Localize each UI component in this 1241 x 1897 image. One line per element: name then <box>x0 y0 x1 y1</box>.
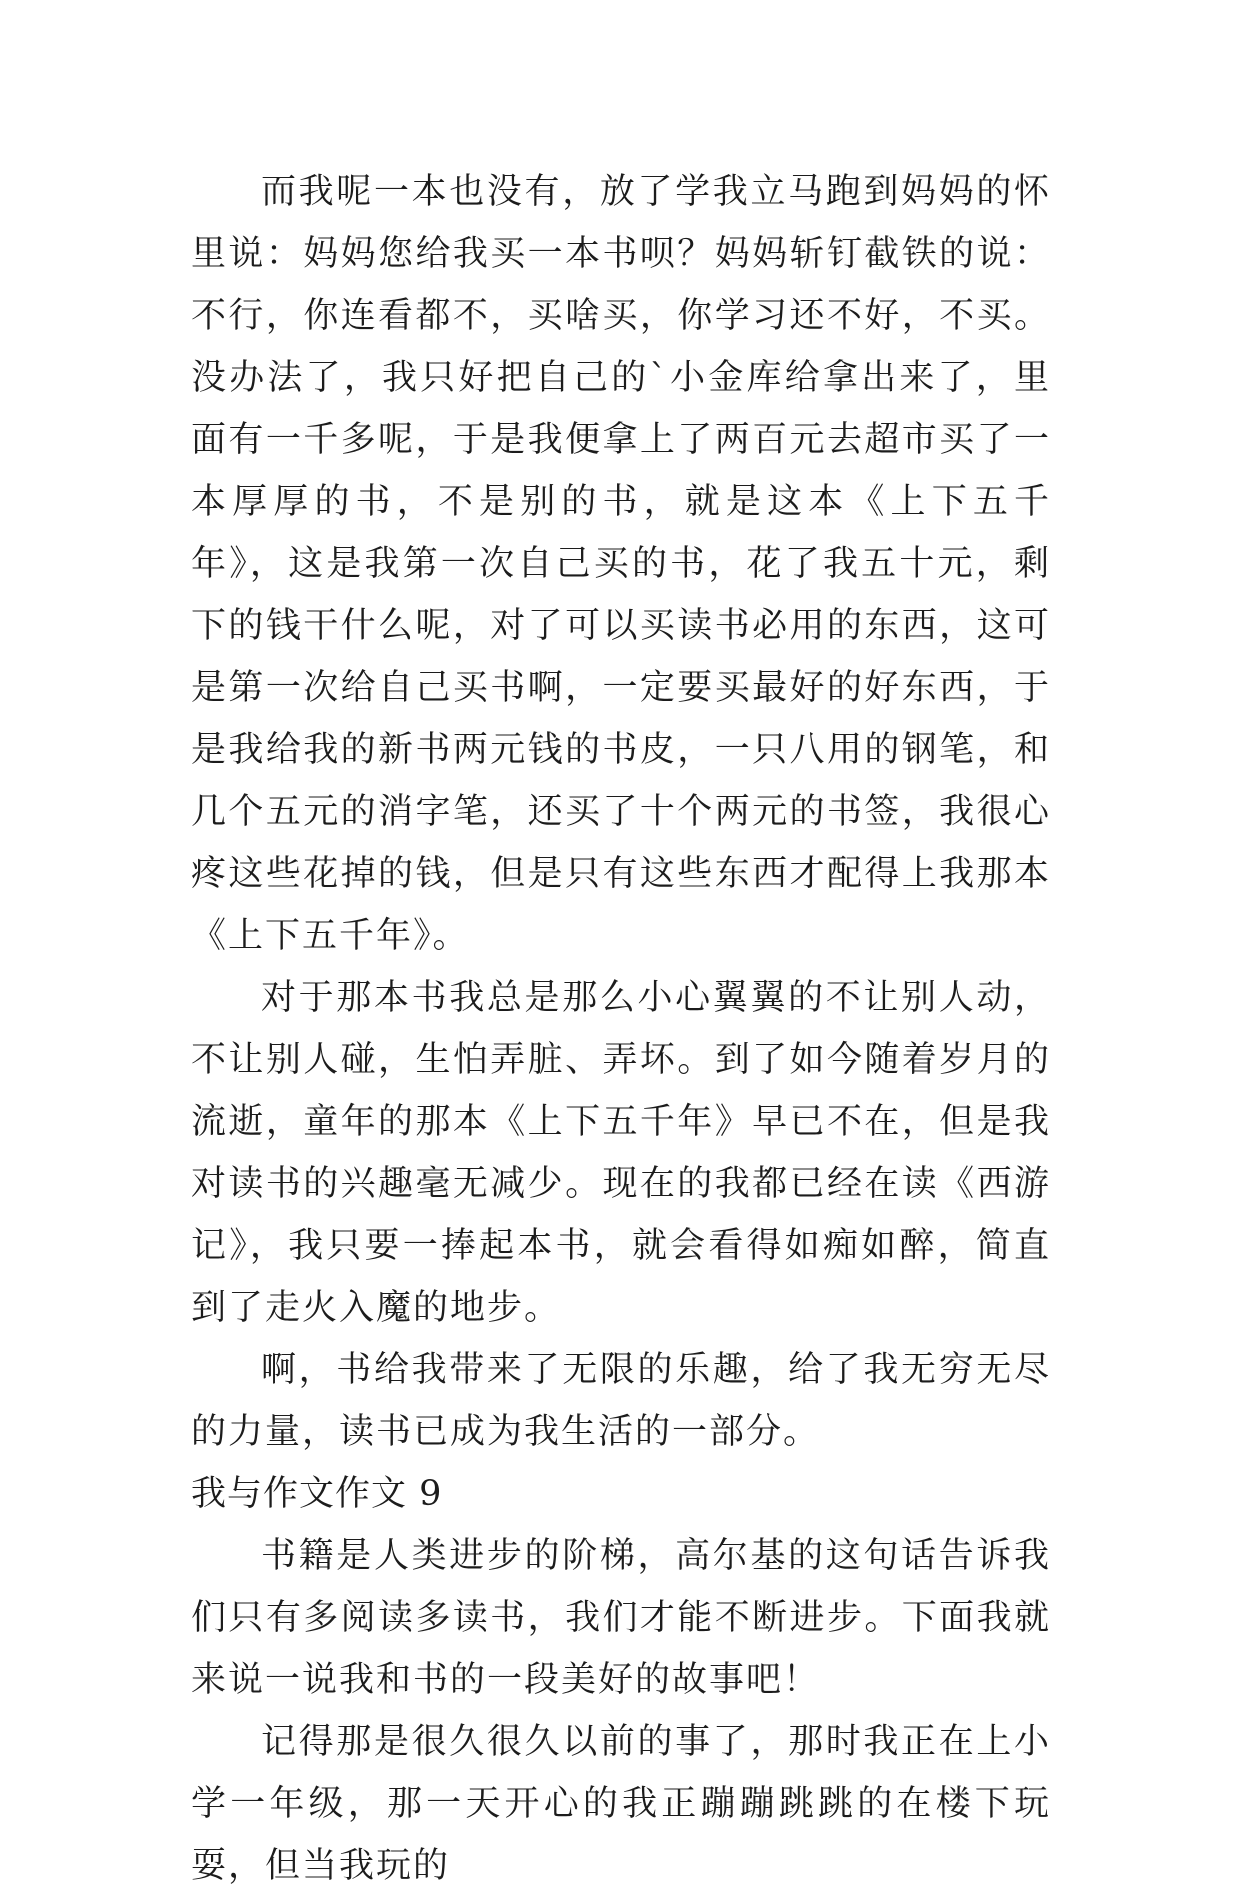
paragraph-cherishing-book: 对于那本书我总是那么小心翼翼的不让别人动，不让别人碰，生怕弄脏、弄坏。到了如今随着岁月的流逝，童年的那本《上下五千年》早已不在，但是我对读书的兴趣毫无减少。现在的我都已经在读《西游记》，我只要一捧起本书，就会看得如痴如醉，简直到了走火入魔的地步。 <box>191 978 1051 1328</box>
paragraph-buying-book: 而我呢一本也没有，放了学我立马跑到妈妈的怀里说：妈妈您给我买一本书呗？妈妈斩钉截铁的说：不行，你连看都不，买啥买，你学习还不好，不买。没办法了，我只好把自己的`小金库给拿出来了，里面有一千多呢，于是我便拿上了两百元去超市买了一本厚厚的书，不是别的书，就是这本《上下五千年》，这是我第一次自己买的书，花了我五十元，剩下的钱干什么呢，对了可以买读书必用的东西，这可是第一次给自己买书啊，一定要买最好的好东西，于是我给我的新书两元钱的书皮，一只八用的钢笔，和几个五元的消字笔，还买了十个两元的书签，我很心疼这些花掉的钱，但是只有这些东西才配得上我那本《上下五千年》。 <box>191 172 1051 956</box>
section-title: 我与作文作文 9 <box>191 1474 443 1514</box>
paragraph-memory: 记得那是很久很久以前的事了，那时我正在上小学一年级，那一天开心的我正蹦蹦跳跳的在楼下玩耍，但当我玩的 <box>191 1722 1051 1886</box>
paragraph-books-ladder: 书籍是人类进步的阶梯，高尔基的这句话告诉我们只有多阅读多读书，我们才能不断进步。下面我就来说一说我和书的一段美好的故事吧！ <box>191 1536 1051 1700</box>
document-body <box>191 161 1051 1897</box>
paragraph-conclusion: 啊，书给我带来了无限的乐趣，给了我无穷无尽的力量，读书已成为我生活的一部分。 <box>191 1350 1051 1452</box>
